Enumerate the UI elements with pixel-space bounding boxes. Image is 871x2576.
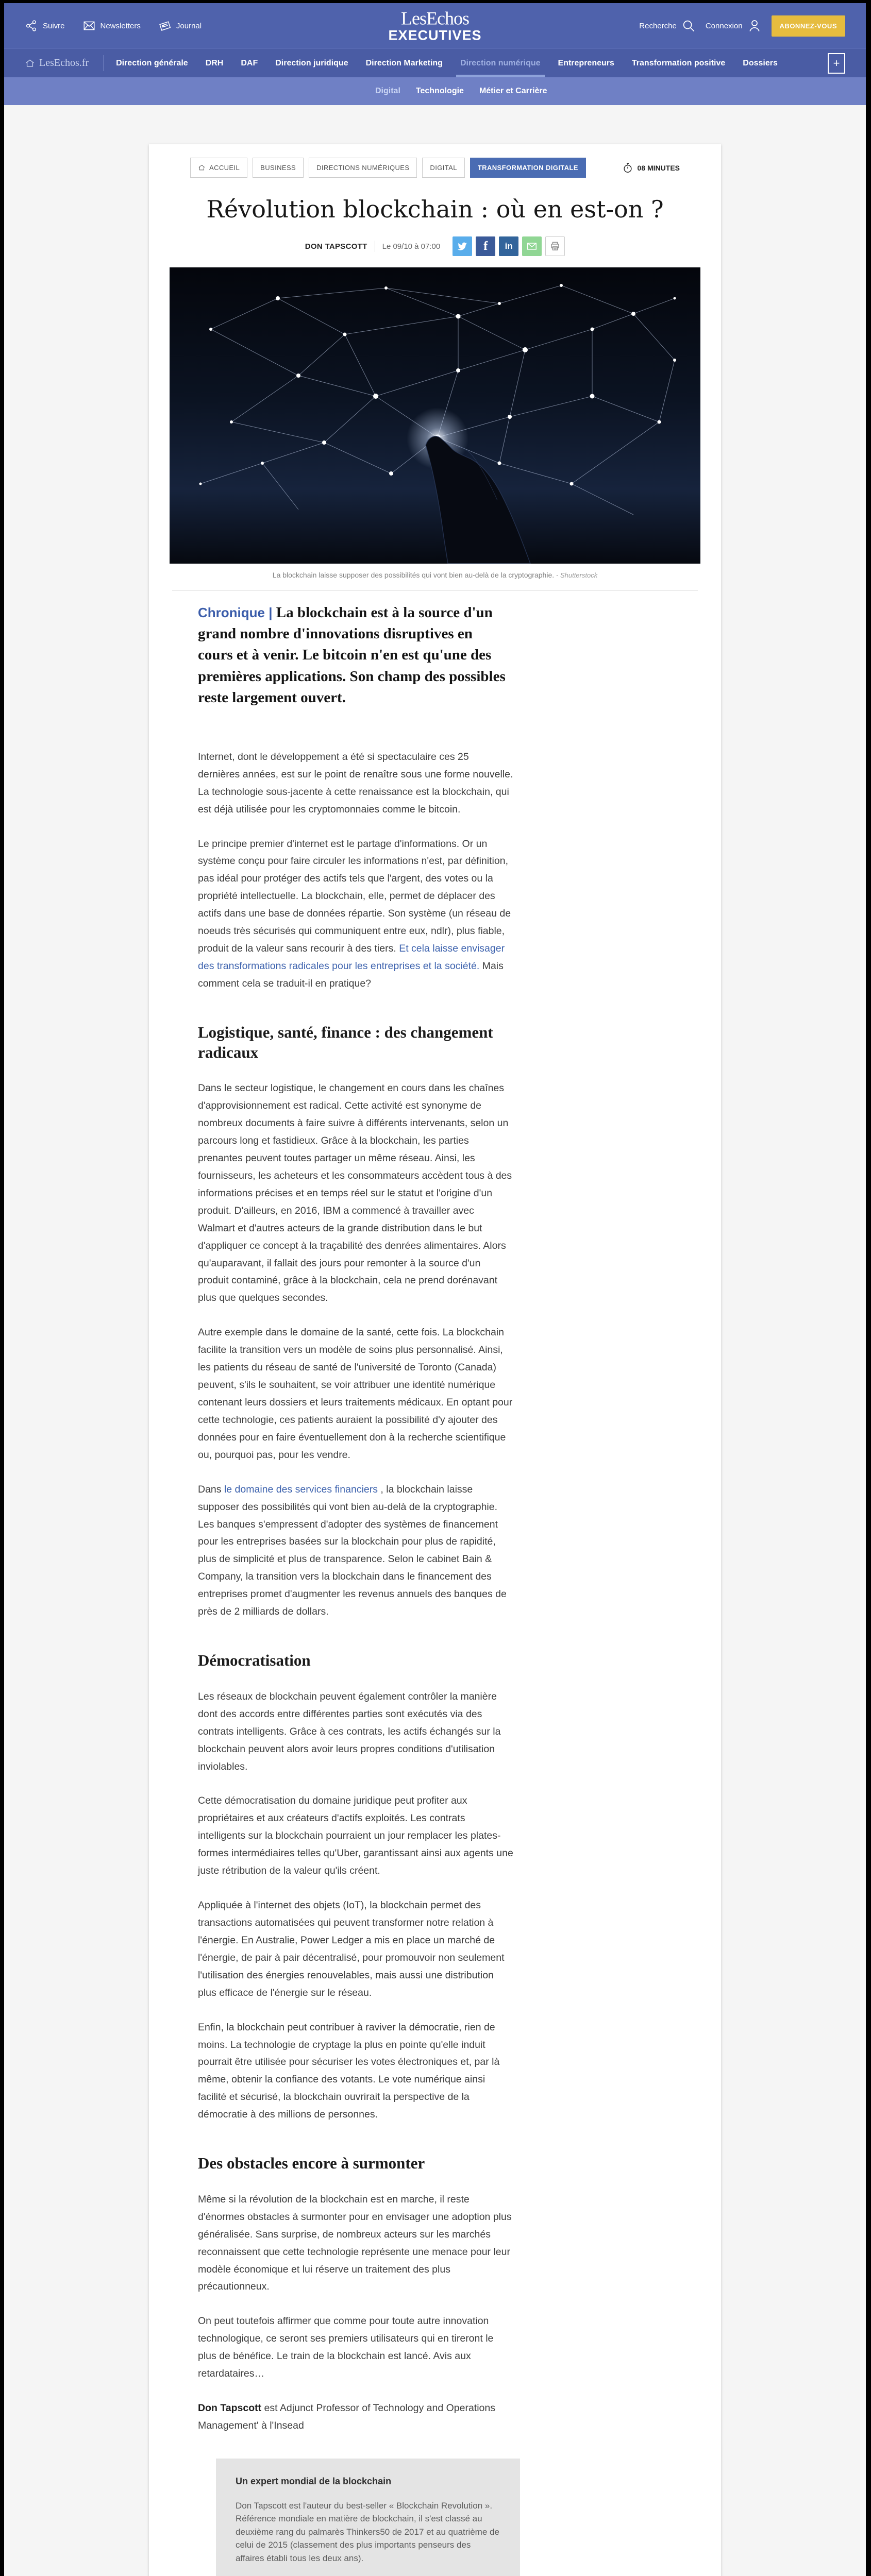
nav-separator xyxy=(103,55,104,71)
section-heading: Des obstacles encore à surmonter xyxy=(198,2154,425,2173)
breadcrumb-transformation-digitale[interactable] xyxy=(470,158,586,178)
page-title: Révolution blockchain : où en est-on ? xyxy=(206,195,664,223)
breadcrumb-label: DIRECTIONS NUMÉRIQUES xyxy=(316,164,410,172)
follow-button[interactable] xyxy=(25,19,65,32)
article-paragraph xyxy=(198,1688,513,1776)
author-name: DON TAPSCOTT xyxy=(305,242,367,251)
user-icon xyxy=(747,18,762,33)
publish-date: Le 09/10 à 07:00 xyxy=(382,242,441,251)
text-run: Les réseaux de blockchain peuvent également contrôler la manière dont des accords entre différentes parties sont exécutés via des contrats intelligents. Grâce à ces contrats, les actifs échangés sur la blockchain peuvent alors avoir leurs propres conditions d'utilisation inviolables. xyxy=(198,1690,501,1772)
nav-more xyxy=(828,49,845,77)
login-label: Connexion xyxy=(705,21,743,30)
nav-item-entrepreneurs[interactable]: Entrepreneurs xyxy=(558,58,614,67)
article-paragraph xyxy=(198,1792,513,1880)
breadcrumb xyxy=(149,158,721,178)
print-share-button[interactable] xyxy=(545,236,565,256)
text-run: , la blockchain laisse supposer des possibilités qui vont bien au-delà de la cryptographie. Les banques s'empressent d'adopter des systèmes de financement pour les entreprises basées sur la blockchain pour plus de rapidité, plus de simplicité et plus de transparence. Selon le cabinet Bain & Company, la transition vers la blockchain dans le financement des entreprises promet d'augmenter les revenus annuels des banques de près de 2 milliards de dollars. xyxy=(198,1483,507,1618)
nav-item-transformation-positive[interactable]: Transformation positive xyxy=(631,58,726,67)
inline-link[interactable]: Et cela laisse envisager des transformations radicales pour les entreprises et la société. xyxy=(198,943,505,972)
home-icon xyxy=(198,164,206,172)
newsletters-label: Newsletters xyxy=(100,21,141,30)
search-label: Recherche xyxy=(639,21,677,30)
breadcrumb-label: DIGITAL xyxy=(430,164,457,172)
subscribe-button[interactable]: ABONNEZ-VOUS xyxy=(772,15,845,37)
text-run: Dans xyxy=(198,1483,224,1495)
nav-item-dossiers[interactable]: Dossiers xyxy=(743,58,778,67)
nav-home-label: LesEchos.fr xyxy=(39,57,89,69)
article-paragraph xyxy=(198,1080,513,1307)
text-run: Même si la révolution de la blockchain est en marche, il reste d'énormes obstacles à surmonter pour en envisager une adoption plus généralisée. Sans surprise, de nombreux acteurs sur les marchés reconnaissent que cette technologie représente une menace pour leur modèle économique et lui réserve un traitement des plus précautionneux. xyxy=(198,2193,512,2293)
stopwatch-icon xyxy=(622,162,633,174)
linkedin-icon: in xyxy=(505,241,513,251)
article-paragraph xyxy=(198,836,513,993)
article-paragraph xyxy=(198,2313,513,2383)
article-paragraph xyxy=(198,1897,513,2002)
caption-text: La blockchain laisse supposer des possibilités qui vont bien au-delà de la cryptographie. xyxy=(272,571,555,579)
breadcrumb-accueil[interactable] xyxy=(190,158,247,178)
topbar-left xyxy=(25,19,202,32)
subnav-item-technologie[interactable]: Technologie xyxy=(415,87,464,95)
twitter-share-button[interactable] xyxy=(453,236,472,256)
divider xyxy=(172,590,698,591)
mail-icon xyxy=(526,241,538,252)
text-run: Le principe premier d'internet est le partage d'informations. Or un système conçu pour faire circuler les informations n'est, par définition, pas idéal pour protéger des actifs tels que l'argent, des votes ou la propriété intellectuelle. La blockchain, elle, permet de déplacer des actifs dans une base de données répartie. Son système (un réseau de noeuds très sécurisés qui communiquent entre eux, ndlr), plus fiable, produit de la valeur sans recourir à des tiers. xyxy=(198,838,511,955)
hero-caption xyxy=(149,571,721,579)
breadcrumb-label: BUSINESS xyxy=(260,164,296,172)
text-run: Internet, dont le développement a été si spectaculaire ces 25 dernières années, est sur le point de renaître sous une forme nouvelle. La technologie sous-jacente à cette renaissance est la blockchain, qui est déjà utilisée pour les cryptomonnaies comme le bitcoin. xyxy=(198,751,513,815)
search-icon xyxy=(681,18,696,33)
expert-box-paragraph: Don Tapscott est l'auteur du best-seller « Blockchain Revolution ». Référence mondiale en matière de blockchain, il s'est classé au deuxième rang du palmarès Thinkers50 de 2017 et au quatrième de celui de 2015 (classement des plus importants penseurs des affaires établi tous les deux ans). xyxy=(236,2500,499,2563)
hero-image xyxy=(170,267,700,564)
subnav-item-digital[interactable]: Digital xyxy=(375,87,400,95)
text-run: Autre exemple dans le domaine de la santé, cette fois. La blockchain facilite la transition vers un modèle de soins plus personnalisé. Ainsi, les patients du réseau de santé de l'université de Toronto (Canada) peuvent, s'ils le souhaitent, se voir attribuer une identité numérique contenant leurs dossiers et leurs traitements médicaux. En optant pour cette technologie, ces patients auraient la possibilité d'y ajouter des données pour en faire éventuellement don à la recherche scientifique ou, pourquoi pas, pour les vendre. xyxy=(198,1327,513,1461)
logo-executives: EXECUTIVES xyxy=(388,27,482,43)
text-run: Appliquée à l'internet des objets (IoT), la blockchain permet des transactions automatisées qui peuvent transformer notre relation à l'énergie. En Australie, Power Ledger a mis en place un marché de l'énergie, de pair à pair décentralisé, pour promouvoir non seulement l'utilisation des énergies renouvelables, mais aussi une distribution plus efficace de l'énergie sur le réseau. xyxy=(198,1900,505,1998)
author-name-bold: Don Tapscott xyxy=(198,2402,262,2414)
article-paragraph xyxy=(198,1481,513,1621)
plus-icon[interactable]: + xyxy=(828,53,845,74)
expert-box-title: Un expert mondial de la blockchain xyxy=(236,2476,392,2486)
lede-text: La blockchain est à la source d'un grand nombre d'innovations disruptives en cours et à venir. Le bitcoin n'en est qu'une des premières applications. Son champ des possibles reste largement ouvert. xyxy=(198,604,506,706)
sub-nav xyxy=(4,77,866,105)
article-paragraph xyxy=(198,749,513,819)
newsletters-button[interactable] xyxy=(82,19,141,32)
topbar-right xyxy=(639,15,845,37)
read-time xyxy=(622,162,680,174)
top-header xyxy=(4,3,866,48)
byline xyxy=(149,236,721,256)
main-nav xyxy=(4,48,866,77)
home-icon xyxy=(25,58,35,69)
twitter-icon xyxy=(457,241,468,252)
article-paragraph xyxy=(198,1324,513,1464)
breadcrumb-directions-num-riques[interactable] xyxy=(309,158,417,178)
nav-item-drh[interactable]: DRH xyxy=(205,58,224,67)
newspaper-icon xyxy=(158,19,172,32)
nav-item-direction-marketing[interactable]: Direction Marketing xyxy=(365,58,443,67)
text-run: Mais comment cela se traduit-il en pratique? xyxy=(198,960,504,989)
print-icon xyxy=(549,241,561,252)
breadcrumb-pills xyxy=(190,158,586,178)
inline-link[interactable]: le domaine des services financiers xyxy=(224,1483,378,1495)
text-run: Enfin, la blockchain peut contribuer à raviver la démocratie, rien de moins. La technologie de cryptage la plus en pointe qu'elle induit pourrait être utilisée pour sécuriser les votes électroniques et, par là même, obtenir la confiance des votants. Le vote numérique ainsi facilité et sécurisé, la blockchain ouvrirait la perspective de la démocratie à des millions de personnes. xyxy=(198,2021,500,2121)
facebook-icon: f xyxy=(483,239,488,253)
article-paragraph xyxy=(198,2191,513,2296)
article-paragraph xyxy=(198,2400,513,2435)
article-column xyxy=(149,602,721,2576)
nav-home-lesechos[interactable] xyxy=(25,49,103,77)
article-lede xyxy=(198,602,507,708)
read-time-label: 08 MINUTES xyxy=(637,163,680,172)
photo-credit: - Shutterstock xyxy=(556,571,598,579)
login-button[interactable] xyxy=(706,18,762,33)
subnav-item-m-tier-et-carri-re[interactable]: Métier et Carrière xyxy=(479,87,547,95)
article-body xyxy=(198,749,513,2435)
text-run: est Adjunct Professor of Technology and Operations Management' à l'Insead xyxy=(198,2402,495,2431)
logo-lesechos: LesEchos xyxy=(401,8,469,29)
nav-item-direction-g-n-rale[interactable]: Direction générale xyxy=(116,58,188,67)
share-icon xyxy=(25,19,38,32)
linkedin-share-button[interactable] xyxy=(499,236,518,256)
follow-label: Suivre xyxy=(43,21,65,30)
section-heading: Démocratisation xyxy=(198,1651,311,1670)
text-run: On peut toutefois affirmer que comme pour toute autre innovation technologique, ce seront ses premiers utilisateurs qui en tireront le plus de bénéfice. Le train de la blockchain est lancé. Avis aux retardataires… xyxy=(198,2315,494,2380)
nav-item-direction-num-rique[interactable]: Direction numérique xyxy=(460,49,541,77)
page xyxy=(4,3,866,2576)
nav-item-direction-juridique[interactable]: Direction juridique xyxy=(275,58,348,67)
nav-items xyxy=(116,49,778,77)
search-button[interactable] xyxy=(639,18,696,33)
breadcrumb-digital[interactable] xyxy=(422,158,464,178)
nav-item-daf[interactable]: DAF xyxy=(241,58,258,67)
breadcrumb-label: TRANSFORMATION DIGITALE xyxy=(477,164,578,172)
breadcrumb-business[interactable] xyxy=(253,158,304,178)
envelope-icon xyxy=(82,19,96,32)
text-run: Cette démocratisation du domaine juridique peut profiter aux propriétaires et aux créateurs d'actifs exploités. Les contrats intelligents sur la blockchain pourraient un jour remplacer les plates-formes intermédiaires telles qu'Uber, garantissant ainsi aux agents une juste rétribution de la valeur qu'ils créent. xyxy=(198,1795,513,1877)
article-paragraph xyxy=(198,2019,513,2124)
section-heading: Logistique, santé, finance : des changement radicaux xyxy=(198,1023,493,1061)
text-run: Dans le secteur logistique, le changement en cours dans les chaînes d'approvisionnement est radical. Cette activité est synonyme de nombreux documents à faire suivre à différents intervenants, selon un parcours long et fastidieux. Grâce à la blockchain, les parties prenantes peuvent toutes partager un même réseau. Ainsi, les fournisseurs, les acheteurs et les consommateurs accèdent tous à des informations précises et en temps réel sur le statut et l'origine d'un produit. D'ailleurs, en 2016, IBM a commencé à travailler avec Walmart et d'autres acteurs de la grande distribution dans le but d'appliquer ce concept à la traçabilité des denrées alimentaires. Alors qu'auparavant, il fallait des jours pour remonter à la source d'un produit contaminé, grâce à la blockchain, cela ne prend dorénavant plus que quelques secondes. xyxy=(198,1082,512,1304)
expert-box xyxy=(216,2459,520,2576)
breadcrumb-label: ACCUEIL xyxy=(209,164,240,172)
site-logo[interactable] xyxy=(388,9,481,43)
journal-label: Journal xyxy=(176,21,202,30)
article-card xyxy=(149,144,721,2576)
facebook-share-button[interactable] xyxy=(476,236,495,256)
journal-button[interactable] xyxy=(158,19,202,32)
share-buttons xyxy=(453,236,565,256)
mail-share-button[interactable] xyxy=(522,236,542,256)
chronique-kicker: Chronique | xyxy=(198,605,273,620)
